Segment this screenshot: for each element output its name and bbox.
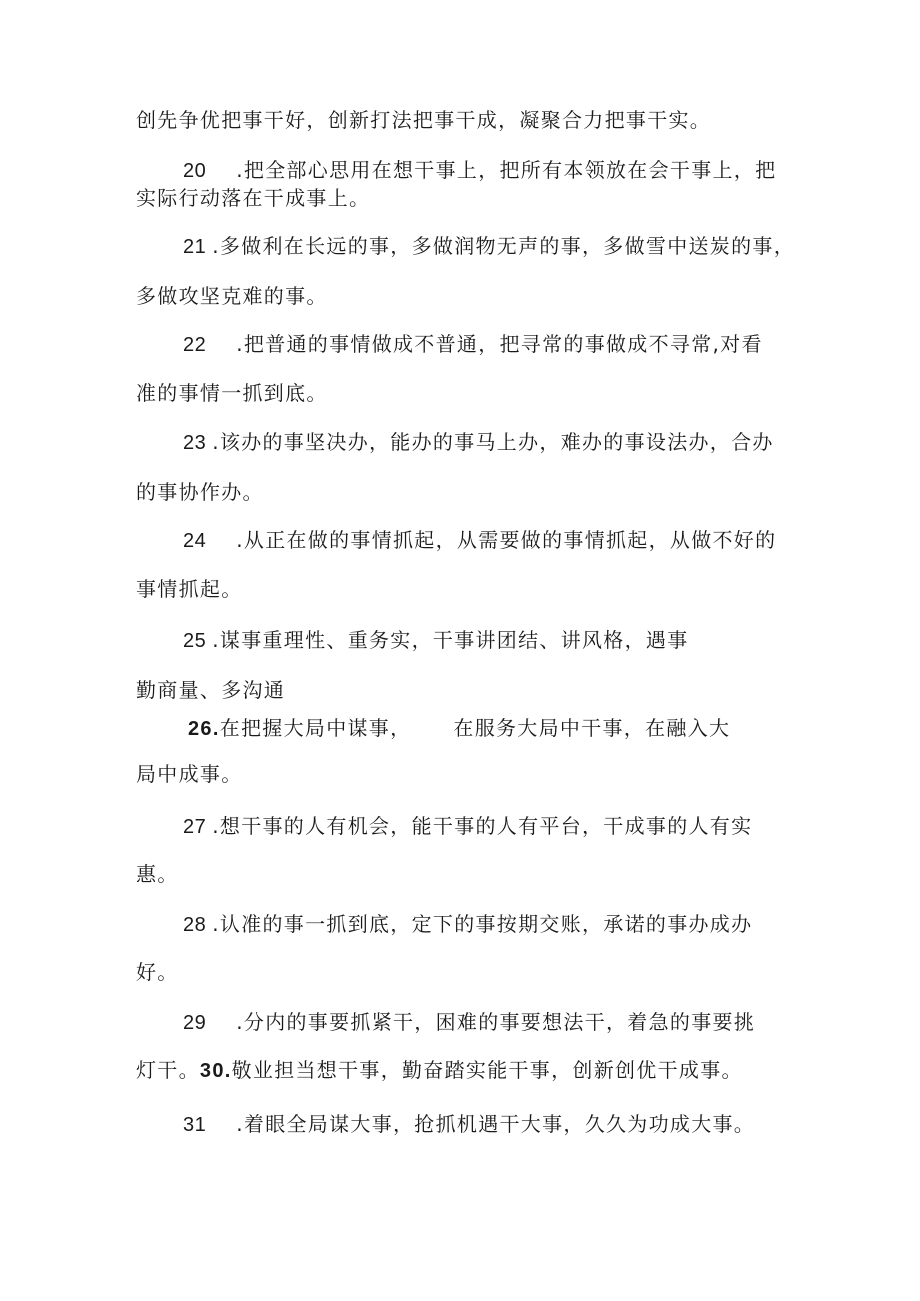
- paragraph-25-text-1: .谋事重理性、重务实，干事讲团结、讲风格，遇事: [212, 628, 689, 652]
- paragraph-24-text-2: 事情抓起。: [136, 577, 243, 601]
- paragraph-28-text-2: 好。: [136, 960, 179, 984]
- paragraph-24-text-1: .从正在做的事情抓起，从需要做的事情抓起，从做不好的: [236, 528, 777, 552]
- paragraph-29-text-1: .分内的事要抓紧干，困难的事要想法干，着急的事要挑: [236, 1010, 756, 1034]
- item-number-22: 22: [183, 334, 207, 356]
- paragraph-20-line-1: [183, 158, 843, 183]
- paragraph-22-text-1: .把普通的事情做成不普通，把寻常的事做成不寻常,对看: [236, 332, 763, 356]
- paragraph-26-line-1: [188, 716, 848, 741]
- paragraph-21-text-2: 多做攻坚克难的事。: [136, 284, 328, 308]
- item-number-21: 21: [183, 236, 207, 258]
- paragraph-27-line-2: [136, 862, 796, 886]
- paragraph-29-line-2: [136, 1058, 796, 1083]
- paragraph-25-line-2: [136, 678, 796, 702]
- paragraph-20-line-2: [136, 186, 796, 210]
- item-number-31: 31: [183, 1114, 207, 1136]
- item-number-26: 26.: [188, 718, 220, 740]
- paragraph-28-text-1: .认准的事一抓到底，定下的事按期交账，承诺的事办成办: [212, 912, 753, 936]
- paragraph-31-text-1: .着眼全局谋大事，抢抓机遇干大事，久久为功成大事。: [236, 1112, 756, 1136]
- item-number-25: 25: [183, 630, 207, 652]
- paragraph-20-text-2: 实际行动落在干成事上。: [136, 186, 371, 210]
- paragraph-28-line-1: [183, 912, 843, 937]
- paragraph-26-text-2: 局中成事。: [136, 762, 243, 786]
- paragraph-23-line-2: [136, 480, 796, 504]
- paragraph-29-line-1: [183, 1010, 843, 1035]
- paragraph-29-text-2a: 灯干。: [136, 1058, 200, 1082]
- paragraph-23-text-2: 的事协作办。: [136, 480, 264, 504]
- item-number-23: 23: [183, 432, 207, 454]
- item-number-27: 27: [183, 816, 207, 838]
- paragraph-20-text-1: .把全部心思用在想干事上，把所有本领放在会干事上，把: [236, 158, 777, 182]
- paragraph-22-line-2: [136, 381, 796, 405]
- item-number-20: 20: [183, 160, 207, 182]
- paragraph-22-text-2: 准的事情一抓到底。: [136, 381, 328, 405]
- item-number-28: 28: [183, 914, 207, 936]
- paragraph-27-text-2: 惠。: [136, 862, 179, 886]
- item-number-30: 30.: [199, 1060, 232, 1082]
- paragraph-26-text-1b: 在服务大局中干事，在融入大: [453, 716, 731, 740]
- paragraph-25-text-2: 勤商量、多沟通: [136, 678, 286, 702]
- paragraph-25-line-1: [183, 628, 843, 653]
- paragraph-31-line-1: [183, 1112, 843, 1137]
- paragraph-19-line-1: [136, 108, 796, 132]
- paragraph-28-line-2: [136, 960, 796, 984]
- paragraph-30-text: 敬业担当想干事，勤奋踏实能干事，创新创优干成事。: [231, 1058, 743, 1082]
- paragraph-23-text-1: .该办的事坚决办，能办的事马上办，难办的事设法办，合办: [212, 430, 774, 454]
- paragraph-21-text-1: .多做利在长远的事，多做润物无声的事，多做雪中送炭的事，: [212, 234, 796, 258]
- item-number-29: 29: [183, 1012, 207, 1034]
- paragraph-27-line-1: [183, 814, 843, 839]
- paragraph-23-line-1: [183, 430, 843, 455]
- paragraph-27-text-1: .想干事的人有机会，能干事的人有平台，干成事的人有实: [212, 814, 753, 838]
- paragraph-21-line-2: [136, 284, 796, 308]
- paragraph-21-line-1: [183, 234, 843, 259]
- paragraph-26-text-1a: 在把握大局中谋事，: [219, 716, 412, 740]
- paragraph-24-line-1: [183, 528, 843, 553]
- paragraph-26-line-2: [136, 762, 796, 786]
- item-number-24: 24: [183, 530, 207, 552]
- paragraph-24-line-2: [136, 577, 796, 601]
- paragraph-19-text: 创先争优把事干好，创新打法把事干成，凝聚合力把事干实。: [136, 108, 712, 132]
- paragraph-22-line-1: [183, 332, 843, 357]
